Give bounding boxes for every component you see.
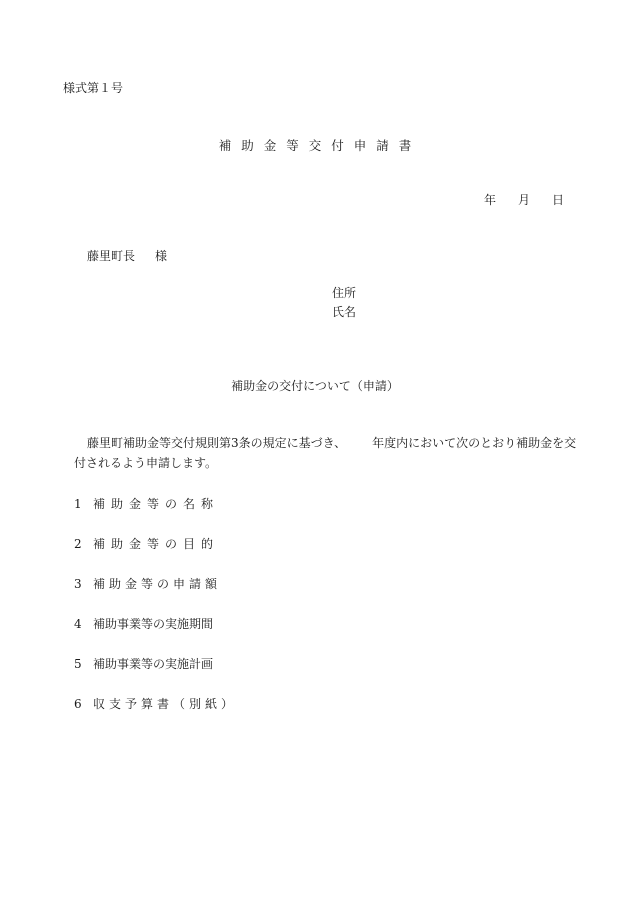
item-label: 補助金等の名称 bbox=[93, 497, 220, 511]
item-number: 6 bbox=[74, 697, 82, 711]
list-item bbox=[74, 536, 219, 553]
document-title: 補助金等交付申請書 bbox=[218, 138, 422, 153]
addressee-honorific: 様 bbox=[155, 249, 168, 263]
list-item bbox=[74, 496, 219, 513]
date-month-label: 月 bbox=[517, 193, 530, 207]
item-number: 2 bbox=[74, 537, 82, 551]
date-line bbox=[484, 192, 564, 209]
date-day-label: 日 bbox=[551, 193, 564, 207]
item-number: 3 bbox=[74, 577, 82, 591]
item-label: 収支予算書（別紙） bbox=[93, 697, 238, 711]
item-number: 4 bbox=[74, 617, 82, 631]
form-number: 様式第１号 bbox=[63, 81, 124, 95]
body-text-line-1 bbox=[87, 435, 576, 452]
item-number: 1 bbox=[74, 497, 82, 511]
body-text-part-1: 藤里町補助金等交付規則第3条の規定に基づき、 bbox=[87, 436, 347, 450]
list-item bbox=[74, 576, 221, 593]
body-text-part-2: 年度内において次のとおり補助金を交 bbox=[372, 436, 577, 450]
addressee-name: 藤里町長 bbox=[87, 249, 136, 263]
date-year-label: 年 bbox=[483, 193, 496, 207]
item-label: 補助事業等の実施計画 bbox=[93, 657, 214, 671]
list-item bbox=[74, 656, 213, 673]
body-text-line-2: 付されるよう申請します。 bbox=[74, 456, 218, 470]
applicant-name-label: 氏名 bbox=[332, 305, 357, 319]
subject-line: 補助金の交付について（申請） bbox=[231, 379, 399, 393]
addressee bbox=[87, 248, 167, 265]
list-item bbox=[74, 696, 237, 713]
item-label: 補助事業等の実施期間 bbox=[93, 617, 214, 631]
item-label: 補助金等の申請額 bbox=[93, 577, 222, 591]
applicant-address-label: 住所 bbox=[332, 286, 357, 300]
list-item bbox=[74, 616, 213, 633]
item-label: 補助金等の目的 bbox=[93, 537, 220, 551]
item-number: 5 bbox=[74, 657, 82, 671]
